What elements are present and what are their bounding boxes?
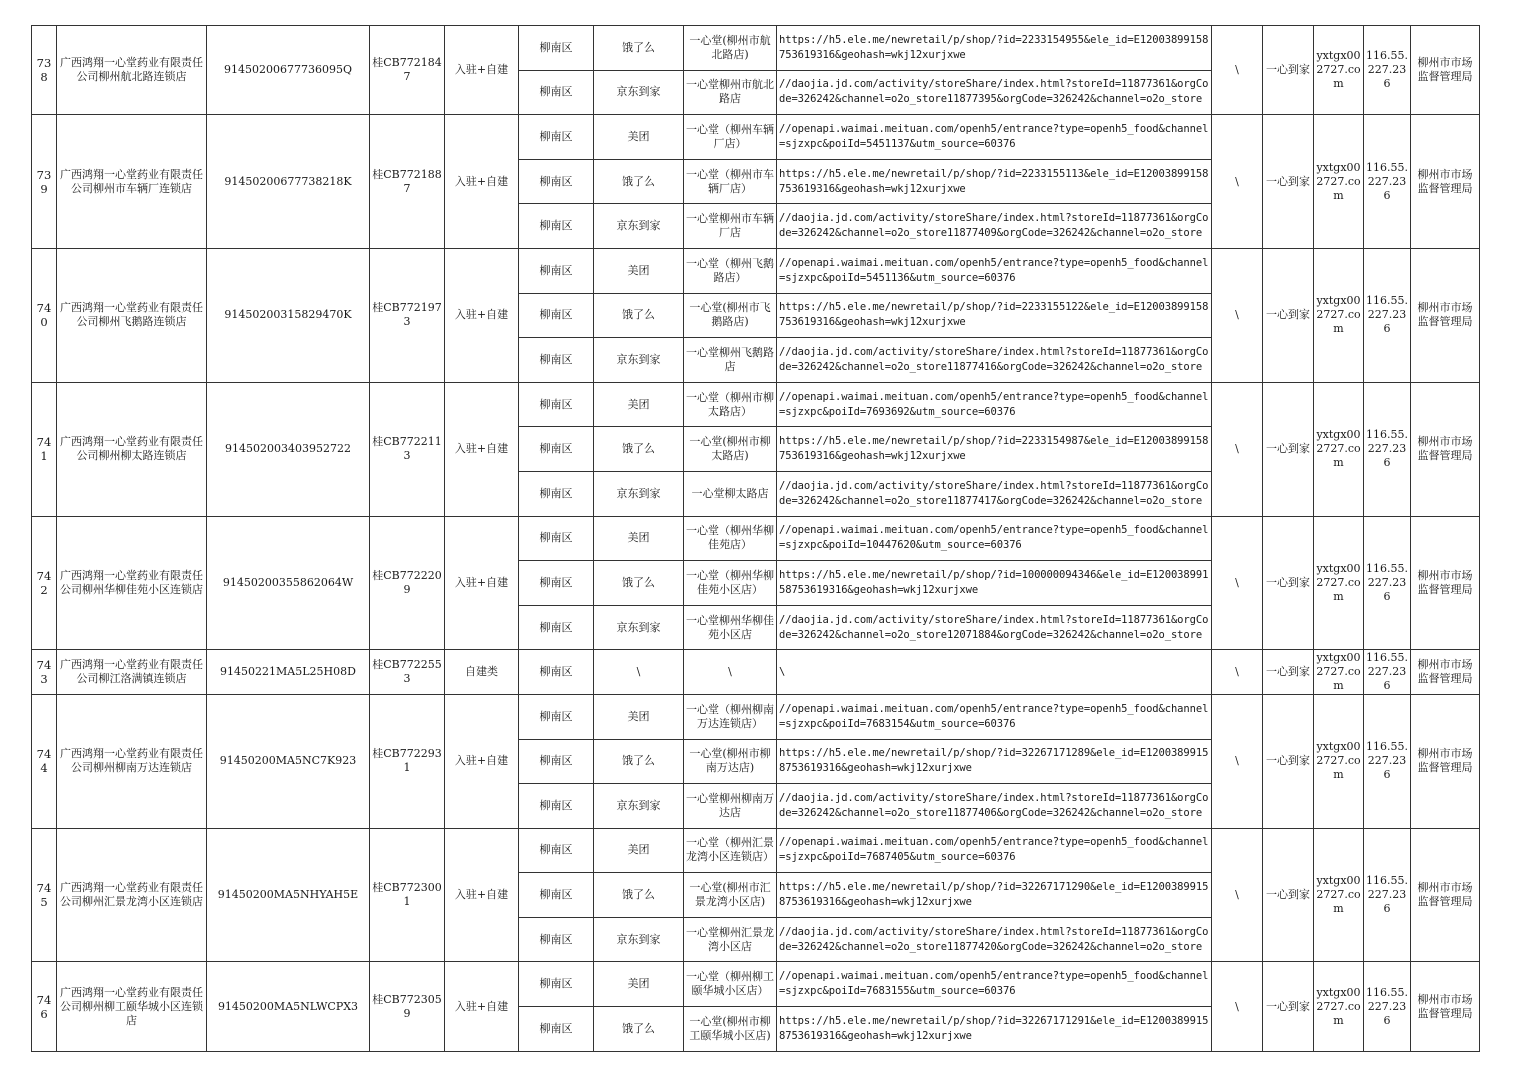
self-site: \ <box>1212 516 1263 650</box>
platform-name: 京东到家 <box>594 471 684 516</box>
platform-name: 美团 <box>594 962 684 1007</box>
license-number: 桂CB7723059 <box>370 962 445 1051</box>
row-number: 742 <box>32 516 57 650</box>
store-url: //openapi.waimai.meituan.com/openh5/entrance?type=openh5_food&channel=sjzxpc&poiId=10447620&utm_source=60376 <box>777 516 1212 561</box>
license-number: 桂CB7721887 <box>370 115 445 249</box>
self-site: \ <box>1212 962 1263 1051</box>
row-number: 744 <box>32 694 57 828</box>
store-url: //openapi.waimai.meituan.com/openh5/entrance?type=openh5_food&channel=sjzxpc&poiId=7683154&utm_source=60376 <box>777 694 1212 739</box>
row-number: 743 <box>32 650 57 695</box>
platform-name: 饿了么 <box>594 427 684 472</box>
company-name: 广西鸿翔一心堂药业有限责任公司柳州柳工颐华城小区连锁店 <box>57 962 207 1051</box>
row-number: 745 <box>32 828 57 962</box>
store-name: 一心堂(柳州市航北路店) <box>684 26 777 71</box>
credit-code: 914502003403952722 <box>207 382 370 516</box>
app-brand: 一心到家 <box>1263 962 1314 1051</box>
district: 柳南区 <box>519 917 594 962</box>
store-url: //daojia.jd.com/activity/storeShare/index.html?storeId=11877361&orgCode=326242&channel=o2o_store11877416&orgCode=326242&channel=o2o_store <box>777 338 1212 383</box>
table-row <box>32 516 1480 561</box>
table-row <box>32 962 1480 1007</box>
district: 柳南区 <box>519 561 594 606</box>
ip-address: 116.55.227.236 <box>1364 694 1411 828</box>
credit-code: 91450200MA5NC7K923 <box>207 694 370 828</box>
store-url: https://h5.ele.me/newretail/p/shop/?id=32267171289&ele_id=E12003899158753619316&geohash=wkj12xurjxwe <box>777 739 1212 784</box>
domain: yxtgx002727.com <box>1314 115 1364 249</box>
store-name: 一心堂柳州华柳佳苑小区店 <box>684 605 777 650</box>
license-number: 桂CB7722931 <box>370 694 445 828</box>
district: 柳南区 <box>519 694 594 739</box>
district: 柳南区 <box>519 962 594 1007</box>
platform-name: 美团 <box>594 694 684 739</box>
store-name: 一心堂柳州柳南万达店 <box>684 784 777 829</box>
table-row <box>32 694 1480 739</box>
app-brand: 一心到家 <box>1263 694 1314 828</box>
district: 柳南区 <box>519 739 594 784</box>
store-registry-table <box>31 25 1480 1052</box>
company-name: 广西鸿翔一心堂药业有限责任公司柳州柳南万达连锁店 <box>57 694 207 828</box>
authority: 柳州市市场监督管理局 <box>1411 962 1480 1051</box>
district: 柳南区 <box>519 115 594 160</box>
table-row <box>32 248 1480 293</box>
platform-name: 京东到家 <box>594 70 684 115</box>
row-number: 739 <box>32 115 57 249</box>
store-url: https://h5.ele.me/newretail/p/shop/?id=32267171291&ele_id=E12003899158753619316&geohash=wkj12xurjxwe <box>777 1007 1212 1052</box>
store-name: 一心堂（柳州柳南万达连锁店） <box>684 694 777 739</box>
table-row <box>32 382 1480 427</box>
district: 柳南区 <box>519 471 594 516</box>
company-name: 广西鸿翔一心堂药业有限责任公司柳州华柳佳苑小区连锁店 <box>57 516 207 650</box>
self-site: \ <box>1212 694 1263 828</box>
operation-mode: 入驻+自建 <box>445 382 519 516</box>
store-name: 一心堂（柳州飞鹅路店） <box>684 248 777 293</box>
district: 柳南区 <box>519 26 594 71</box>
credit-code: 91450200MA5NHYAH5E <box>207 828 370 962</box>
operation-mode: 入驻+自建 <box>445 828 519 962</box>
district: 柳南区 <box>519 1007 594 1052</box>
store-name: 一心堂(柳州市柳工颐华城小区店) <box>684 1007 777 1052</box>
license-number: 桂CB7721847 <box>370 26 445 115</box>
authority: 柳州市市场监督管理局 <box>1411 694 1480 828</box>
self-site: \ <box>1212 115 1263 249</box>
ip-address: 116.55.227.236 <box>1364 516 1411 650</box>
district: 柳南区 <box>519 293 594 338</box>
domain: yxtgx002727.com <box>1314 26 1364 115</box>
store-url: //daojia.jd.com/activity/storeShare/index.html?storeId=11877361&orgCode=326242&channel=o2o_store12071884&orgCode=326242&channel=o2o_store <box>777 605 1212 650</box>
district: 柳南区 <box>519 605 594 650</box>
district: 柳南区 <box>519 516 594 561</box>
table-row <box>32 26 1480 71</box>
store-url: //daojia.jd.com/activity/storeShare/index.html?storeId=11877361&orgCode=326242&channel=o2o_store11877406&orgCode=326242&channel=o2o_store <box>777 784 1212 829</box>
platform-name: 美团 <box>594 516 684 561</box>
district: 柳南区 <box>519 873 594 918</box>
store-name: \ <box>684 650 777 695</box>
credit-code: 91450200355862064W <box>207 516 370 650</box>
table-row <box>32 115 1480 160</box>
row-number: 738 <box>32 26 57 115</box>
authority: 柳州市市场监督管理局 <box>1411 650 1480 695</box>
store-name: 一心堂柳州飞鹅路店 <box>684 338 777 383</box>
company-name: 广西鸿翔一心堂药业有限责任公司柳州柳太路连锁店 <box>57 382 207 516</box>
company-name: 广西鸿翔一心堂药业有限责任公司柳州汇景龙湾小区连锁店 <box>57 828 207 962</box>
table-row <box>32 650 1480 695</box>
authority: 柳州市市场监督管理局 <box>1411 115 1480 249</box>
company-name: 广西鸿翔一心堂药业有限责任公司柳江洛满镇连锁店 <box>57 650 207 695</box>
app-brand: 一心到家 <box>1263 115 1314 249</box>
platform-name: 饿了么 <box>594 739 684 784</box>
app-brand: 一心到家 <box>1263 26 1314 115</box>
domain: yxtgx002727.com <box>1314 248 1364 382</box>
ip-address: 116.55.227.236 <box>1364 962 1411 1051</box>
operation-mode: 自建类 <box>445 650 519 695</box>
district: 柳南区 <box>519 650 594 695</box>
store-name: 一心堂（柳州柳工颐华城小区店） <box>684 962 777 1007</box>
store-name: 一心堂（柳州华柳佳苑店） <box>684 516 777 561</box>
store-name: 一心堂（柳州市柳太路店） <box>684 382 777 427</box>
platform-name: 饿了么 <box>594 293 684 338</box>
store-name: 一心堂(柳州市汇景龙湾小区店) <box>684 873 777 918</box>
store-url: //daojia.jd.com/activity/storeShare/index.html?storeId=11877361&orgCode=326242&channel=o2o_store11877417&orgCode=326242&channel=o2o_store <box>777 471 1212 516</box>
operation-mode: 入驻+自建 <box>445 694 519 828</box>
district: 柳南区 <box>519 248 594 293</box>
credit-code: 91450200677738218K <box>207 115 370 249</box>
store-name: 一心堂柳州市航北路店 <box>684 70 777 115</box>
district: 柳南区 <box>519 427 594 472</box>
authority: 柳州市市场监督管理局 <box>1411 382 1480 516</box>
store-url: //daojia.jd.com/activity/storeShare/index.html?storeId=11877361&orgCode=326242&channel=o2o_store11877409&orgCode=326242&channel=o2o_store <box>777 204 1212 249</box>
app-brand: 一心到家 <box>1263 828 1314 962</box>
ip-address: 116.55.227.236 <box>1364 828 1411 962</box>
store-url: https://h5.ele.me/newretail/p/shop/?id=32267171290&ele_id=E12003899158753619316&geohash=wkj12xurjxwe <box>777 873 1212 918</box>
app-brand: 一心到家 <box>1263 650 1314 695</box>
store-url: //openapi.waimai.meituan.com/openh5/entrance?type=openh5_food&channel=sjzxpc&poiId=5451136&utm_source=60376 <box>777 248 1212 293</box>
credit-code: 91450200MA5NLWCPX3 <box>207 962 370 1051</box>
app-brand: 一心到家 <box>1263 248 1314 382</box>
store-url: //daojia.jd.com/activity/storeShare/index.html?storeId=11877361&orgCode=326242&channel=o2o_store11877420&orgCode=326242&channel=o2o_store <box>777 917 1212 962</box>
platform-name: 美团 <box>594 828 684 873</box>
store-url: //openapi.waimai.meituan.com/openh5/entrance?type=openh5_food&channel=sjzxpc&poiId=7693692&utm_source=60376 <box>777 382 1212 427</box>
platform-name: 饿了么 <box>594 1007 684 1052</box>
store-name: 一心堂（柳州汇景龙湾小区连锁店） <box>684 828 777 873</box>
platform-name: 饿了么 <box>594 873 684 918</box>
table-row <box>32 828 1480 873</box>
store-url: https://h5.ele.me/newretail/p/shop/?id=2233154987&ele_id=E12003899158753619316&geohash=wkj12xurjxwe <box>777 427 1212 472</box>
platform-name: 美团 <box>594 115 684 160</box>
authority: 柳州市市场监督管理局 <box>1411 516 1480 650</box>
app-brand: 一心到家 <box>1263 382 1314 516</box>
operation-mode: 入驻+自建 <box>445 115 519 249</box>
store-url: //openapi.waimai.meituan.com/openh5/entrance?type=openh5_food&channel=sjzxpc&poiId=7687405&utm_source=60376 <box>777 828 1212 873</box>
store-name: 一心堂（柳州华柳佳苑小区店） <box>684 561 777 606</box>
operation-mode: 入驻+自建 <box>445 248 519 382</box>
ip-address: 116.55.227.236 <box>1364 248 1411 382</box>
ip-address: 116.55.227.236 <box>1364 115 1411 249</box>
operation-mode: 入驻+自建 <box>445 516 519 650</box>
domain: yxtgx002727.com <box>1314 962 1364 1051</box>
domain: yxtgx002727.com <box>1314 694 1364 828</box>
store-url: https://h5.ele.me/newretail/p/shop/?id=2233155122&ele_id=E12003899158753619316&geohash=wkj12xurjxwe <box>777 293 1212 338</box>
district: 柳南区 <box>519 828 594 873</box>
app-brand: 一心到家 <box>1263 516 1314 650</box>
company-name: 广西鸿翔一心堂药业有限责任公司柳州飞鹅路连锁店 <box>57 248 207 382</box>
authority: 柳州市市场监督管理局 <box>1411 828 1480 962</box>
license-number: 桂CB7721973 <box>370 248 445 382</box>
store-name: 一心堂柳州汇景龙湾小区店 <box>684 917 777 962</box>
platform-name: 饿了么 <box>594 561 684 606</box>
domain: yxtgx002727.com <box>1314 516 1364 650</box>
store-url: \ <box>777 650 1212 695</box>
domain: yxtgx002727.com <box>1314 828 1364 962</box>
platform-name: 京东到家 <box>594 204 684 249</box>
credit-code: 91450221MA5L25H08D <box>207 650 370 695</box>
store-url: https://h5.ele.me/newretail/p/shop/?id=100000094346&ele_id=E12003899158753619316&geohash=wkj12xurjxwe <box>777 561 1212 606</box>
license-number: 桂CB7723001 <box>370 828 445 962</box>
platform-name: 京东到家 <box>594 338 684 383</box>
platform-name: 美团 <box>594 248 684 293</box>
district: 柳南区 <box>519 338 594 383</box>
row-number: 741 <box>32 382 57 516</box>
license-number: 桂CB7722553 <box>370 650 445 695</box>
row-number: 746 <box>32 962 57 1051</box>
platform-name: 饿了么 <box>594 159 684 204</box>
platform-name: 饿了么 <box>594 26 684 71</box>
platform-name: 京东到家 <box>594 605 684 650</box>
authority: 柳州市市场监督管理局 <box>1411 26 1480 115</box>
license-number: 桂CB7722209 <box>370 516 445 650</box>
store-url: //openapi.waimai.meituan.com/openh5/entrance?type=openh5_food&channel=sjzxpc&poiId=7683155&utm_source=60376 <box>777 962 1212 1007</box>
district: 柳南区 <box>519 784 594 829</box>
authority: 柳州市市场监督管理局 <box>1411 248 1480 382</box>
platform-name: 京东到家 <box>594 784 684 829</box>
operation-mode: 入驻+自建 <box>445 962 519 1051</box>
store-name: 一心堂（柳州车辆厂店） <box>684 115 777 160</box>
domain: yxtgx002727.com <box>1314 650 1364 695</box>
self-site: \ <box>1212 382 1263 516</box>
ip-address: 116.55.227.236 <box>1364 26 1411 115</box>
domain: yxtgx002727.com <box>1314 382 1364 516</box>
table-body <box>32 26 1480 1052</box>
company-name: 广西鸿翔一心堂药业有限责任公司柳州市车辆厂连锁店 <box>57 115 207 249</box>
platform-name: \ <box>594 650 684 695</box>
license-number: 桂CB7722113 <box>370 382 445 516</box>
store-name: 一心堂柳太路店 <box>684 471 777 516</box>
store-url: //daojia.jd.com/activity/storeShare/index.html?storeId=11877361&orgCode=326242&channel=o2o_store11877395&orgCode=326242&channel=o2o_store <box>777 70 1212 115</box>
operation-mode: 入驻+自建 <box>445 26 519 115</box>
platform-name: 京东到家 <box>594 917 684 962</box>
self-site: \ <box>1212 248 1263 382</box>
store-name: 一心堂柳州市车辆厂店 <box>684 204 777 249</box>
credit-code: 91450200677736095Q <box>207 26 370 115</box>
ip-address: 116.55.227.236 <box>1364 382 1411 516</box>
self-site: \ <box>1212 26 1263 115</box>
store-name: 一心堂（柳州市车辆厂店） <box>684 159 777 204</box>
store-url: https://h5.ele.me/newretail/p/shop/?id=2233154955&ele_id=E12003899158753619316&geohash=wkj12xurjxwe <box>777 26 1212 71</box>
credit-code: 91450200315829470K <box>207 248 370 382</box>
store-url: https://h5.ele.me/newretail/p/shop/?id=2233155113&ele_id=E12003899158753619316&geohash=wkj12xurjxwe <box>777 159 1212 204</box>
district: 柳南区 <box>519 159 594 204</box>
ip-address: 116.55.227.236 <box>1364 650 1411 695</box>
row-number: 740 <box>32 248 57 382</box>
store-name: 一心堂(柳州市柳太路店) <box>684 427 777 472</box>
district: 柳南区 <box>519 70 594 115</box>
self-site: \ <box>1212 650 1263 695</box>
store-url: //openapi.waimai.meituan.com/openh5/entrance?type=openh5_food&channel=sjzxpc&poiId=5451137&utm_source=60376 <box>777 115 1212 160</box>
platform-name: 美团 <box>594 382 684 427</box>
company-name: 广西鸿翔一心堂药业有限责任公司柳州航北路连锁店 <box>57 26 207 115</box>
self-site: \ <box>1212 828 1263 962</box>
district: 柳南区 <box>519 382 594 427</box>
store-name: 一心堂(柳州市柳南万达店) <box>684 739 777 784</box>
district: 柳南区 <box>519 204 594 249</box>
store-name: 一心堂(柳州市飞鹅路店) <box>684 293 777 338</box>
